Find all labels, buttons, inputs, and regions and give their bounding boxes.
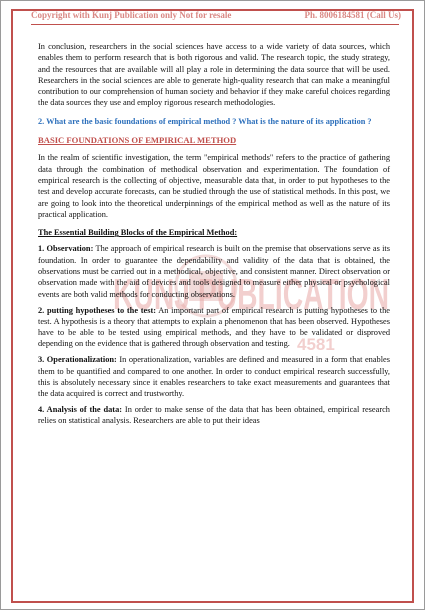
question-heading: 2. What are the basic foundations of empirical method ? What is the nature of its application ? [38,116,372,126]
item-text: An important part of empirical research is putting hypotheses to the test. A hypothesis is a theory that attempts to explain a phenomenon that has been observed. Hypotheses have to be able to be tested using empirical methods, and they have to be validated or disproved depending on the evidence that is gathered through observation and testing. [38,305,390,349]
conclusion-paragraph: In conclusion, researchers in the social sciences have access to a wide variety of data sources, which enables them to perform research that is both rigorous and valid. The research topic, the study strategy, and the resources that are available will all play a role in determining the data source that will be used. Researchers in the social sciences are able to generate high-quality research that can make a meaningful contribution to our comprehension of human society and behavior if they make careful choices regarding the data sources they use and employ rigorous research methodologies. [38,42,390,108]
item-text: In order to make sense of the data that has been obtained, empirical research relies on statistical analysis. Researchers are able to put their ideas [38,405,390,426]
document-body [38,41,390,431]
item-label: 3. Operationalization: [38,355,117,365]
list-item-observation [38,243,390,299]
intro-paragraph: In the realm of scientific investigation, the term "empirical methods" refers to the practice of gathering data through the combination of methodical observation and experimentation. The foundation of empirical research is the collecting of objective, measurable data that, in order to put hypotheses to the test and develop accurate forecasts, can be studied through the use of statistical methods. In this post, we are going to look into the theoretical underpinnings of the empirical method as well as the nature of its practical application. [38,153,390,219]
list-item-data-analysis [38,404,390,427]
list-item-hypotheses [38,305,390,350]
item-label: 1. Observation: [38,244,94,254]
list-item-operationalization [38,354,390,399]
page-header [31,10,401,20]
section-heading: BASIC FOUNDATIONS OF EMPIRICAL METHOD [38,135,237,146]
building-blocks-heading: The Essential Building Blocks of the Empirical Method: [38,228,238,238]
item-text: The approach of empirical research is built on the premise that observations serve as its foundation. In order to guarantee the dependability and validity of the data that is obtained, the observations must be carried out in a methodical, objective, and consistent manner. Direct observation or observation made with the aid of devices and tools designed to measure either physical or psychological events are both valid methods for conducting observations. [38,244,390,299]
watermark-text: KUNJ PUBLICATION [113,270,389,319]
phone-number: Ph. 8006184581 (Call Us) [304,10,401,20]
copyright-notice: Copyright with Kunj Publication only Not for resale [31,10,232,20]
watermark-number: 4581 [297,335,335,354]
item-text: In operationalization, variables are defined and measured in a form that enables them to be quantified and compared to one another. In order to conduct empirical research successfully, this is absolutely necessary since it enables researchers to take exact measurements and guarantees that the data acquired is correct and trustworthy. [38,355,390,399]
header-rule [31,24,399,25]
item-label: 2. putting hypotheses to the test: [38,305,156,315]
item-label: 4. Analysis of the data: [38,405,123,415]
